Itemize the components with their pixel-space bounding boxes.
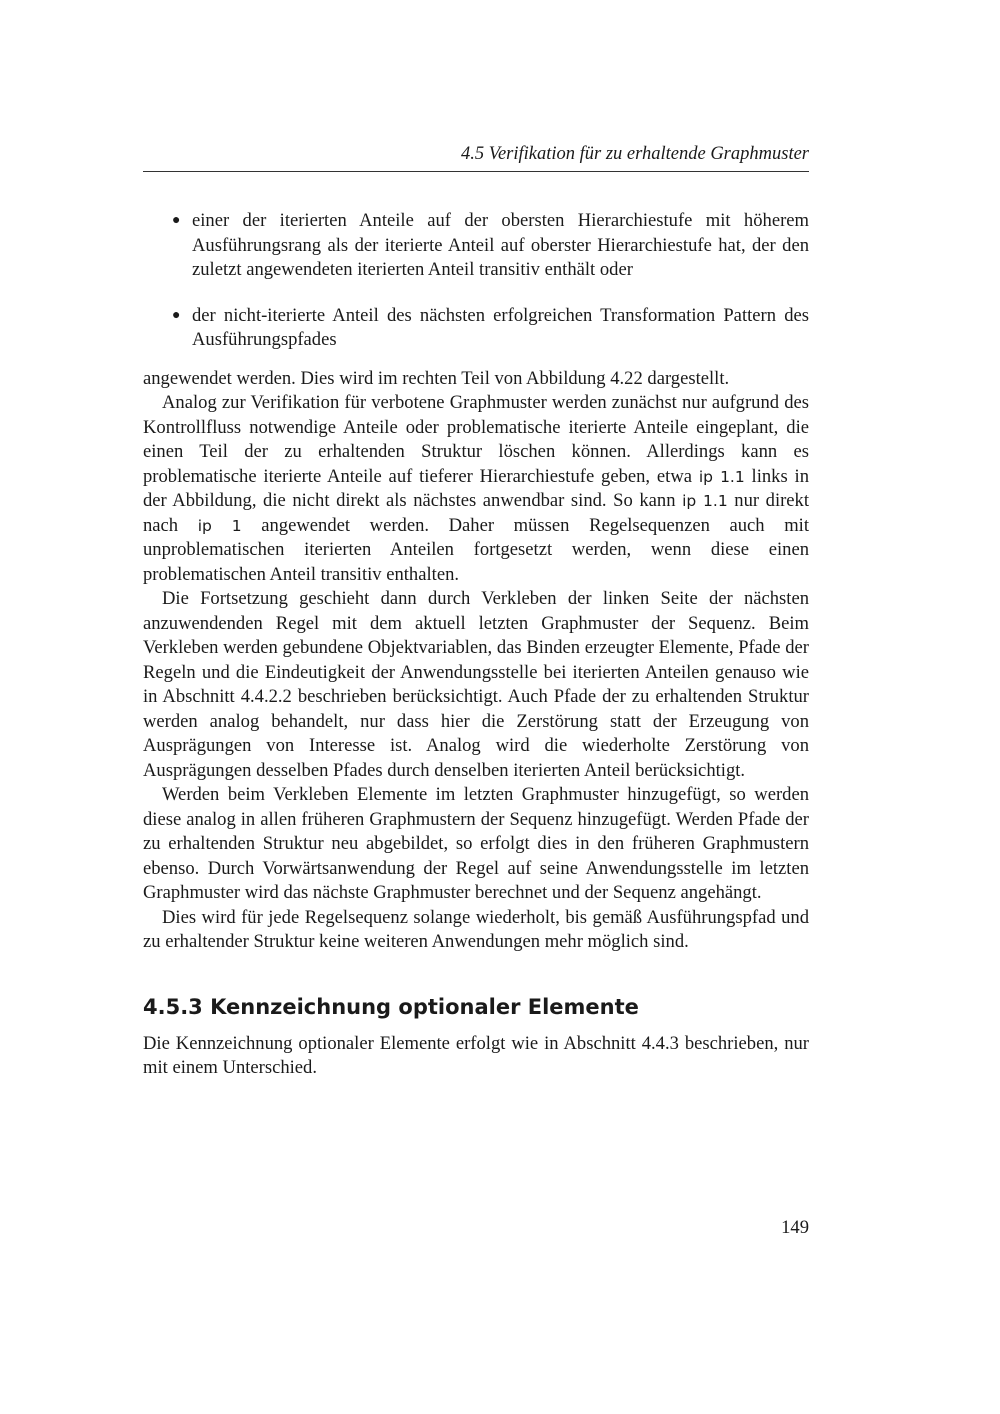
page-number: 149 bbox=[781, 1217, 809, 1238]
code-ref: ip 1.1 bbox=[698, 467, 745, 486]
paragraph-text: angewendet werden. Daher müssen Regelsequenzen auch mit unproblematischen iterierten Anteilen fortgesetzt werden, wenn diese einen problematischen Anteil transitiv enthalten. bbox=[143, 514, 809, 585]
bullet-list bbox=[143, 209, 809, 353]
paragraph: Die Fortsetzung geschieht dann durch Verkleben der linken Seite der nächsten anzuwendenden Regel mit dem aktuell letzten Graphmuster der Sequenz. Beim Verkleben werden gebundene Objektvariablen, das Binden erzeugter Elemente, Pfade der Regeln und die Eindeutigkeit der Anwendungsstelle bei iterierten Anteilen genauso wie in Abschnitt 4.4.2.2 beschrieben berücksichtigt. Auch Pfade der zu erhaltenden Struktur werden analog behandelt, nur dass hier die Zerstörung statt der Erzeugung von Ausprägungen von Interesse ist. Analog wird die wiederholte Zerstörung von Ausprägungen desselben Pfades durch denselben iterierten Anteil berücksichtigt. bbox=[143, 588, 809, 781]
page-body bbox=[143, 209, 809, 1081]
paragraph-continuation: angewendet werden. Dies wird im rechten Teil von Abbildung 4.22 dargestellt. bbox=[143, 367, 730, 389]
bullet-text: der nicht-iterierte Anteil des nächsten erfolgreichen Transformation Pattern des Ausführungspfades bbox=[192, 304, 809, 350]
paragraph: Werden beim Verkleben Elemente im letzten Graphmuster hinzugefügt, so werden diese analog in allen früheren Graphmustern der Sequenz hinzugefügt. Werden Pfade der zu erhaltenden Struktur neu abgebildet, so erfolgt dies in den früheren Graphmustern ebenso. Durch Vorwärtsanwendung der Regel auf seine Anwendungsstelle im letzten Graphmuster wird das nächste Graphmuster berechnet und der Sequenz angehängt. bbox=[143, 784, 809, 903]
paragraph: Die Kennzeichnung optionaler Elemente erfolgt wie in Abschnitt 4.4.3 beschrieben, nur mit einem Unterschied. bbox=[143, 1032, 809, 1078]
list-item bbox=[143, 209, 809, 283]
code-ref: ip 1.1 bbox=[682, 492, 728, 510]
running-header: 4.5 Verifikation für zu erhaltende Graphmuster bbox=[460, 144, 809, 164]
paragraph bbox=[143, 391, 809, 587]
header-rule bbox=[143, 171, 809, 172]
list-item bbox=[143, 304, 809, 353]
paragraph-text: Analog zur Verifikation für verbotene Graphmuster werden zunächst nur aufgrund des Kontrollfluss notwendige Anteile oder problematische iterierte Anteile eingeplant, die einen Teil der zu erhaltenden Struktur löschen können. Allerdings kann es problematische iterierte Anteile auf tieferer Hierarchiestufe geben, etwa bbox=[143, 392, 809, 487]
paragraph-text: links in der Abbildung, die nicht direkt als nächstes anwendbar sind. So kann bbox=[143, 465, 810, 511]
paragraph: Dies wird für jede Regelsequenz solange wiederholt, bis gemäß Ausführungspfad und zu erhaltender Struktur keine weiteren Anwendungen mehr möglich sind. bbox=[143, 906, 809, 952]
bullet-icon: ● bbox=[172, 213, 181, 228]
paragraph-text: nur direkt nach bbox=[143, 490, 810, 536]
bullet-icon: ● bbox=[172, 307, 181, 323]
bullet-text: einer der iterierten Anteile auf der obersten Hierarchiestufe mit höherem Ausführungsrang als der iterierte Anteil auf oberster Hierarchiestufe hat, der den zuletzt angewendeten iterierten Anteil transitiv enthält oder bbox=[192, 210, 809, 280]
section-heading: 4.5.3 Kennzeichnung optionaler Elemente bbox=[143, 994, 639, 1019]
code-ref: ip 1 bbox=[197, 516, 242, 535]
